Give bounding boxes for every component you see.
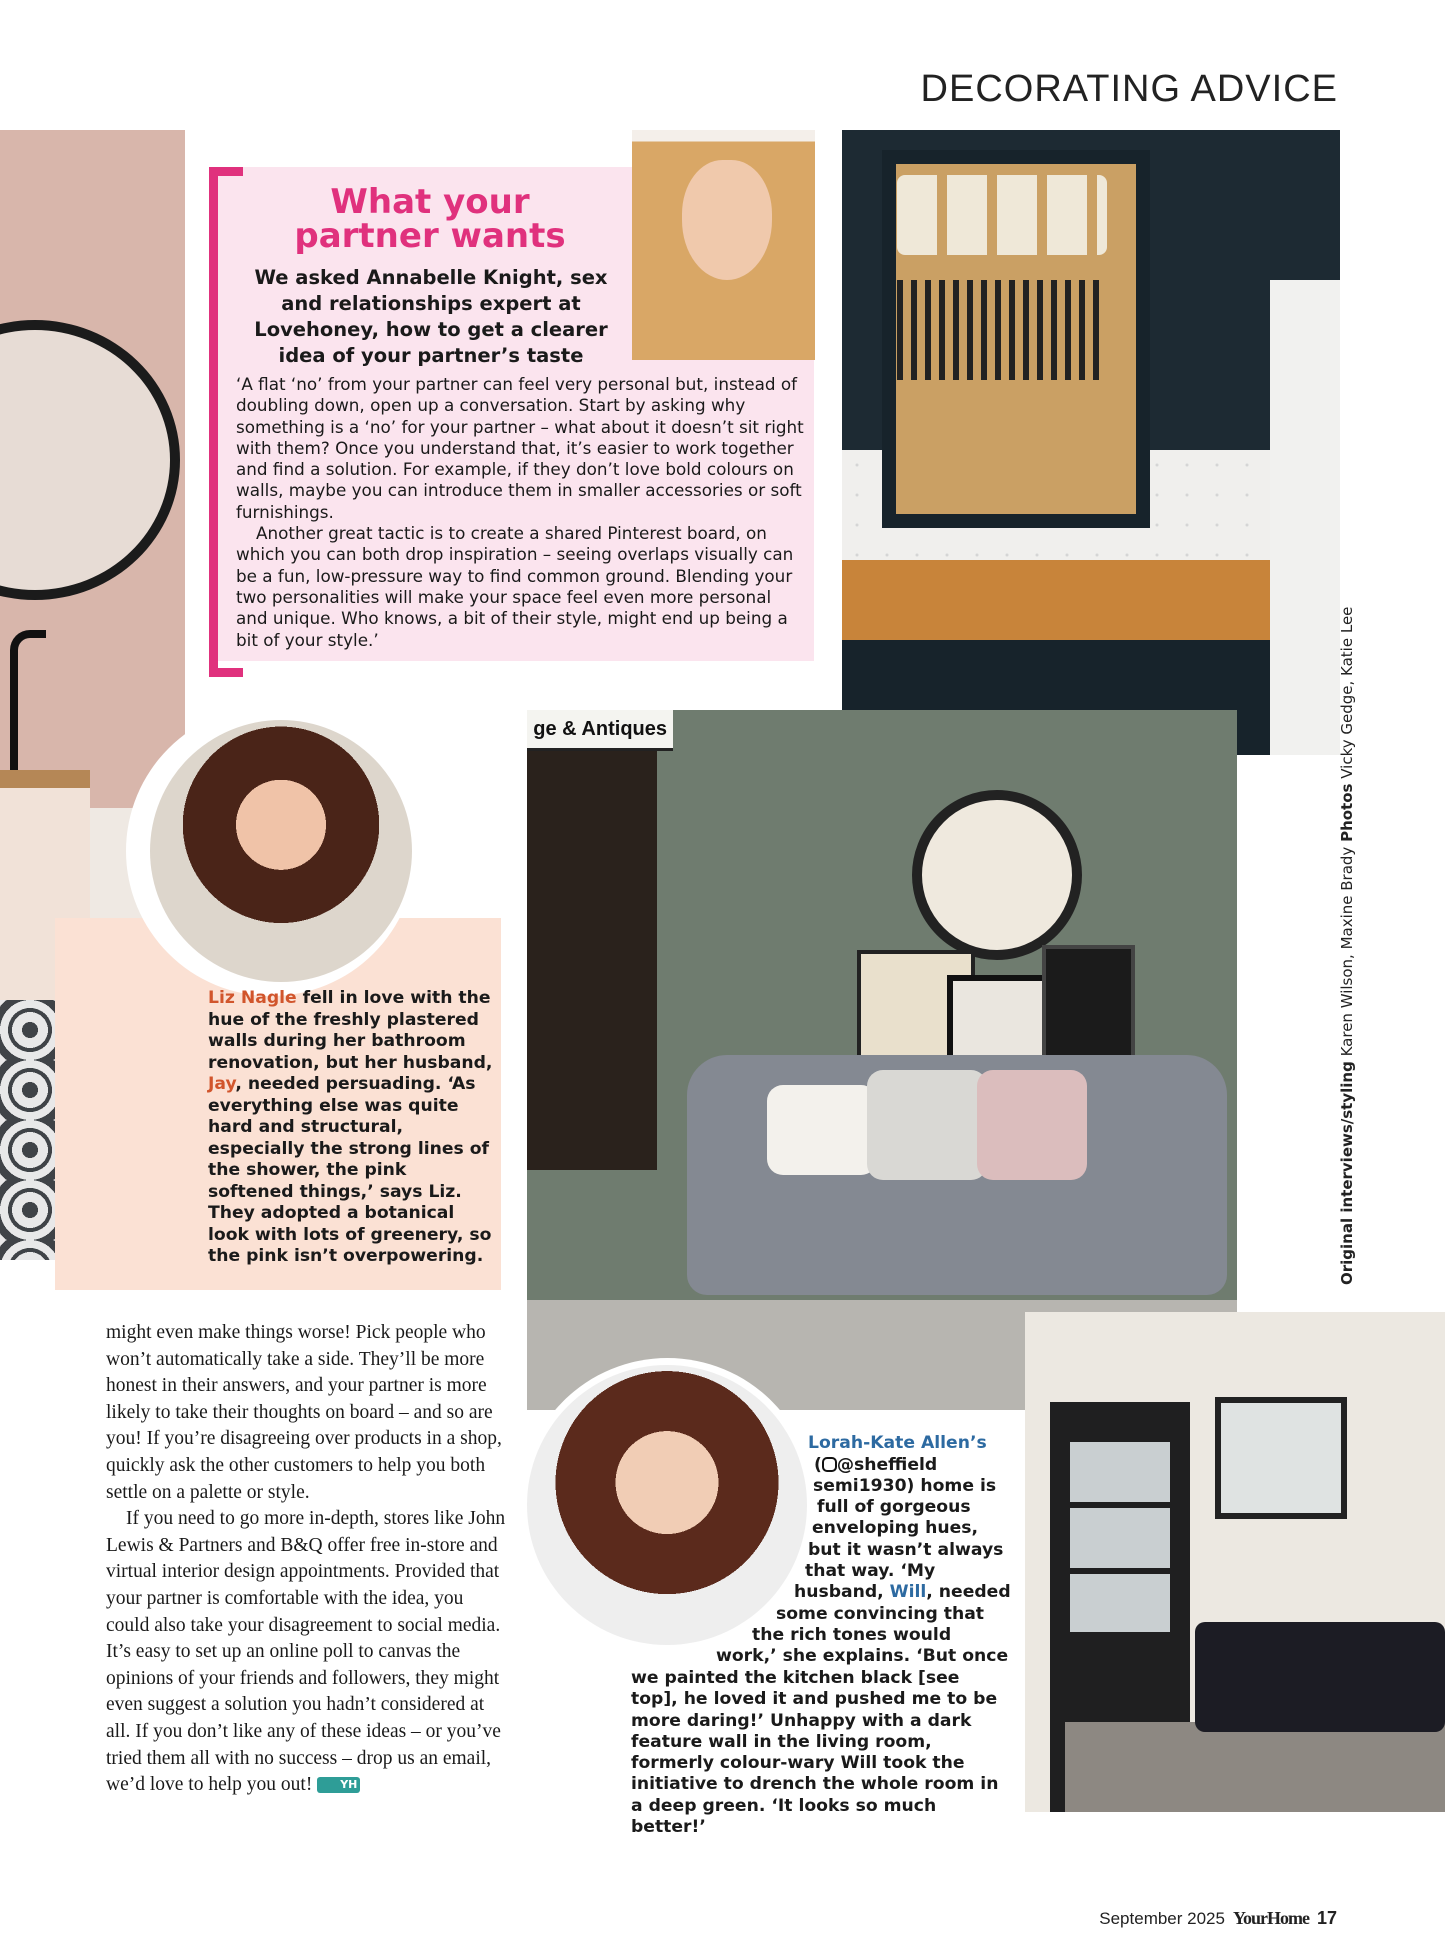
lorah-caption-line: the rich tones would [752, 1625, 952, 1645]
lorah-caption-line: husband, Will, needed [794, 1582, 1011, 1602]
wall-clock [912, 790, 1082, 960]
cushion-grey [867, 1070, 987, 1180]
liz-caption-text [208, 988, 493, 1268]
kitchen-photo [842, 130, 1340, 755]
white-door [1270, 280, 1340, 755]
portrait-face [682, 160, 772, 280]
pink-bracket-bottom [209, 668, 243, 677]
lorah-caption-line: but it wasn’t always [808, 1540, 1004, 1560]
lorah-handle-line: ( @sheffield [814, 1455, 938, 1475]
dresser-glass-doors [1070, 1442, 1170, 1632]
page-number: 17 [1316, 1908, 1337, 1928]
lorah-caption-line: that way. ‘My [805, 1561, 936, 1581]
staircase [527, 740, 657, 1170]
storage-jars [897, 175, 1107, 255]
expert-paragraph: Another great tactic is to create a shared Pinterest board, on which you can both drop inspiration – seeing overlaps visually can be a fun, low-pressure way to find common ground. Blending your two personalities will make your space feel even more personal and unique. Who knows, a bit of their style, might end up being a bit of your style.’ [236, 523, 794, 650]
plate-rack [897, 280, 1107, 380]
lorah-partner-name: Will [889, 1582, 927, 1602]
magazine-brand: YourHome [1232, 1908, 1309, 1928]
expert-box-subtitle: We asked Annabelle Knight, sex and relationships expert at Lovehoney, how to get a clearer idea of your partner’s taste [254, 266, 608, 367]
lorah-caption-line: full of gorgeous [817, 1497, 971, 1517]
antiques-sign: ge & Antiques [527, 710, 673, 751]
rug [1065, 1722, 1445, 1812]
lorah-caption-line: work,’ she explains. ‘But once [716, 1646, 1009, 1666]
liz-caption-part: fell in love with the hue of the freshly plastered walls during her bathroom renovation, but her husband, [208, 988, 493, 1073]
dining-room-photo [1025, 1312, 1445, 1812]
lorah-caption-line: semi1930) home is [813, 1476, 997, 1496]
lorah-caption-line: some convincing that [776, 1604, 985, 1624]
round-mirror [0, 320, 180, 600]
pink-bracket-bar [209, 167, 218, 677]
instagram-icon [822, 1457, 837, 1472]
annabelle-portrait [632, 130, 815, 360]
body-paragraph: If you need to go more in-depth, stores like John Lewis & Partners and B&Q offer free in-store and virtual interior design appointments. Provided that your partner is comfortable with the idea, you could also take your disagreement to social media. It’s easy to set up an online poll to canvas the opinions of your friends and followers, they might even suggest a solution you hadn’t considered at all. If you don’t like any of these ideas – or you’ve tried them all with no success – drop us an email, we’d love to help you out! YH [106, 1508, 506, 1796]
cushion-white [767, 1085, 877, 1175]
yh-end-badge-icon: YH [317, 1777, 360, 1793]
expert-box-title: What your partner wants [294, 182, 566, 256]
black-tap [10, 630, 46, 778]
lorah-caption-rest: we painted the kitchen black [see top], he loved it and pushed me to be more daring!’ Unhappy with a dark feature wall in the living room, formerly colour-wary Will took the initiative to drench the whole room in a deep green. ‘It looks so much better!’ [631, 1668, 999, 1838]
liz-portrait [150, 720, 412, 982]
issue-date: September 2025 [1099, 1909, 1225, 1928]
dining-table [1195, 1622, 1445, 1732]
expert-paragraph: ‘A flat ‘no’ from your partner can feel very personal but, instead of doubling down, open up a conversation. Start by asking why something is a ‘no’ for your partner – what about it doesn’t sit right with them? Once you understand that, it’s easier to work together and find a solution. For example, if they don’t love bold colours on walls, maybe you can introduce them in smaller accessories or soft furnishings. [236, 374, 804, 522]
wooden-worktop [842, 560, 1322, 640]
expert-box-body [236, 374, 808, 651]
photo-credit: Original interviews/styling Karen Wilson, Maxine Brady Photos Vicky Gedge, Katie Lee [1338, 606, 1356, 1285]
liz-name: Liz Nagle [208, 988, 297, 1008]
liz-partner-name: Jay [208, 1074, 236, 1094]
body-paragraph: might even make things worse! Pick people who won’t automatically take a side. They’ll be more honest in their answers, and your partner is more likely to take their thoughts on board – and so are you! If you’re disagreeing over products in a shop, quickly ask the other customers to help you both settle on a palette or style. [106, 1322, 502, 1503]
window-mirror [1215, 1397, 1347, 1519]
body-text-column [106, 1320, 506, 1799]
living-room-photo [527, 710, 1237, 1410]
lorah-caption-line: enveloping hues, [812, 1518, 979, 1538]
lorah-name: Lorah-Kate Allen’s [808, 1433, 987, 1453]
cushion-pink [977, 1070, 1087, 1180]
section-title: DECORATING ADVICE [920, 68, 1338, 110]
pink-bracket-top [209, 167, 243, 176]
page-footer [1099, 1908, 1337, 1929]
liz-caption-part: , needed persuading. ‘As everything else was quite hard and structural, especially the strong lines of the shower, the pink softened things,’ says Liz. They adopted a botanical look with lots of greenery, so the pink isn’t overpowering. [208, 1074, 492, 1266]
moon-print [1042, 945, 1135, 1063]
lorah-portrait [527, 1365, 807, 1645]
